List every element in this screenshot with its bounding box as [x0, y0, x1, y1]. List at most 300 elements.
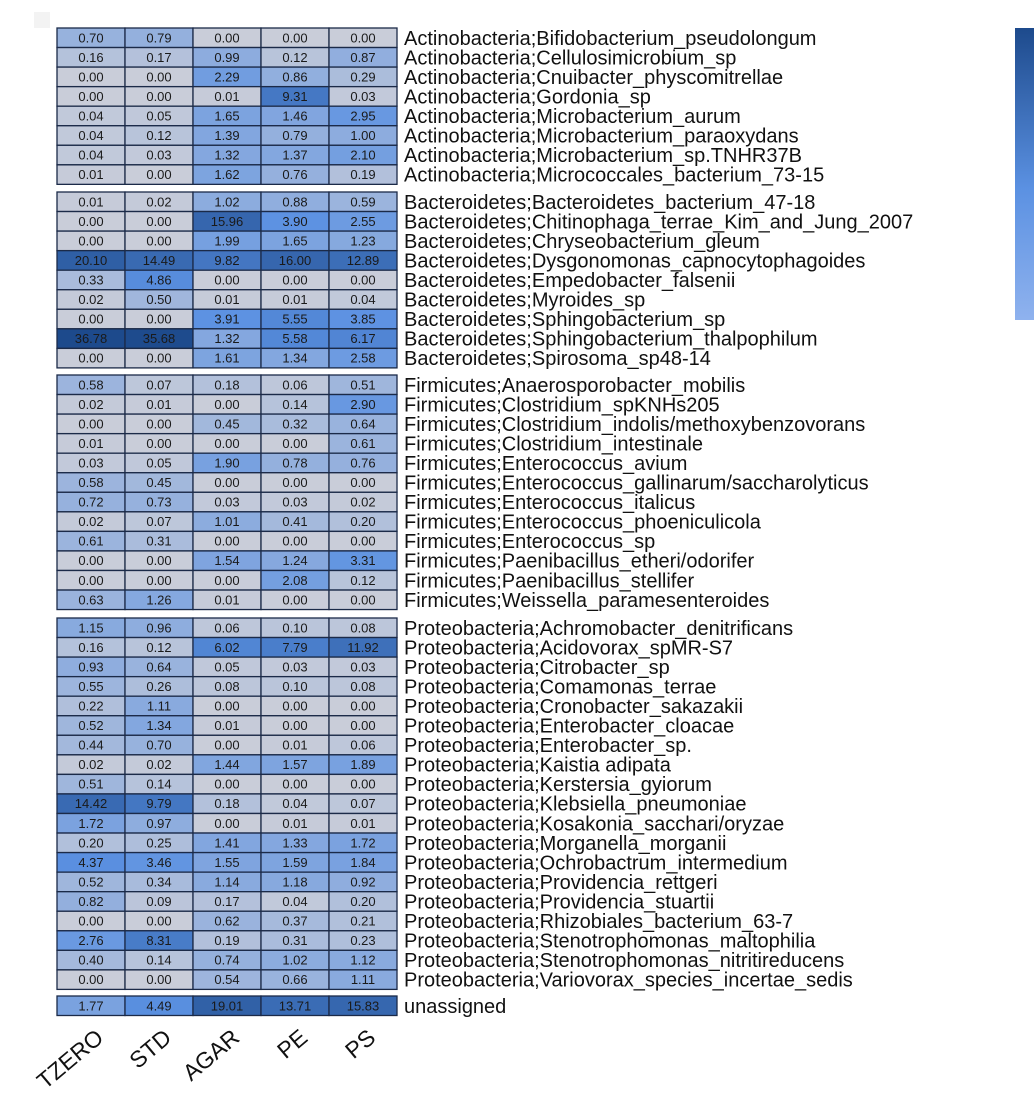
cell-value-label: 3.91 [214, 311, 240, 327]
row-label: Bacteroidetes;Myroides_sp [404, 289, 646, 312]
row-label: Proteobacteria;Cronobacter_sakazakii [404, 695, 744, 718]
cell-value-label: 20.10 [74, 252, 108, 268]
row-label: Firmicutes;Clostridium_indolis/methoxybenzovorans [404, 413, 866, 436]
row-label: Actinobacteria;Bifidobacterium_pseudolongum [404, 27, 817, 50]
row-label: Proteobacteria;Morganella_morganii [404, 832, 727, 855]
cell-value-label: 0.00 [146, 435, 172, 451]
cell-value-label: 0.87 [350, 49, 376, 65]
cell-value-label: 1.32 [214, 331, 240, 347]
cell-value-label: 0.20 [350, 893, 376, 909]
cell-value-label: 0.16 [78, 639, 104, 655]
cell-value-label: 0.93 [78, 659, 104, 675]
cell-value-label: 0.00 [146, 553, 172, 569]
row-label: Actinobacteria;Micrococcales_bacterium_73-15 [404, 164, 825, 187]
cell-value-label: 0.00 [214, 396, 240, 412]
cell-value-label: 0.01 [214, 88, 240, 104]
cell-value-label: 0.06 [214, 620, 240, 636]
cell-value-label: 0.00 [146, 972, 172, 988]
cell-value-label: 0.18 [214, 377, 240, 393]
cell-value-label: 1.65 [282, 233, 308, 249]
cell-value-label: 9.82 [214, 252, 240, 268]
cell-value-label: 0.01 [146, 396, 172, 412]
cell-value-label: 0.06 [282, 377, 308, 393]
cell-value-label: 0.03 [78, 455, 104, 471]
cell-value-label: 1.62 [214, 167, 240, 183]
cell-value-label: 0.63 [78, 592, 104, 608]
cell-value-label: 0.96 [146, 620, 172, 636]
cell-value-label: 0.97 [146, 815, 172, 831]
cell-value-label: 0.00 [282, 776, 308, 792]
cell-value-label: 8.31 [146, 933, 172, 949]
cell-value-label: 0.07 [146, 514, 172, 530]
cell-value-label: 1.44 [214, 757, 240, 773]
row-label: Bacteroidetes;Sphingobacterium_thalpophilum [404, 328, 818, 351]
cell-value-label: 3.46 [146, 854, 172, 870]
cell-value-label: 0.21 [350, 913, 376, 929]
cell-value-label: 4.86 [146, 272, 172, 288]
cell-value-label: 1.90 [214, 455, 240, 471]
cell-value-label: 1.02 [214, 194, 240, 210]
row-label: Proteobacteria;Achromobacter_denitrificans [404, 617, 794, 640]
cell-value-label: 1.46 [282, 108, 308, 124]
cell-value-label: 9.31 [282, 88, 308, 104]
cell-value-label: 0.04 [78, 128, 104, 143]
cell-value-label: 1.18 [282, 874, 308, 890]
cell-value-label: 0.00 [146, 233, 172, 249]
cell-value-label: 0.61 [350, 435, 376, 451]
cell-value-label: 0.00 [78, 233, 104, 249]
row-label: Proteobacteria;Kaistia adipata [404, 754, 671, 777]
cell-value-label: 15.83 [346, 998, 380, 1014]
cell-value-label: 0.51 [78, 776, 104, 792]
cell-value-label: 0.00 [350, 30, 376, 46]
column-label: PE [271, 1023, 313, 1064]
cell-value-label: 1.72 [350, 835, 376, 851]
cell-value-label: 0.54 [214, 972, 240, 988]
row-label: Firmicutes;Weissella_paramesenteroides [404, 589, 770, 612]
cell-value-label: 0.00 [282, 30, 308, 46]
row-label: Proteobacteria;Stenotrophomonas_nitritireducens [404, 950, 845, 973]
cell-value-label: 0.04 [282, 796, 308, 812]
row-label: Actinobacteria;Microbacterium_sp.TNHR37B [404, 145, 802, 168]
cell-value-label: 0.03 [350, 88, 376, 104]
cell-value-label: 0.02 [78, 757, 104, 773]
cell-value-label: 0.00 [146, 311, 172, 327]
cell-value-label: 0.26 [146, 678, 172, 694]
column-label: TZERO [31, 1023, 109, 1093]
cell-value-label: 0.70 [78, 30, 104, 46]
cell-value-label: 15.96 [210, 213, 244, 229]
row-label: Actinobacteria;Microbacterium_aurum [404, 105, 741, 128]
cell-value-label: 1.23 [350, 233, 376, 249]
row-label: Firmicutes;Enterococcus_avium [404, 452, 688, 475]
row-label: Firmicutes;Enterococcus_italicus [404, 492, 696, 515]
row-label: unassigned [404, 995, 507, 1018]
cell-value-label: 0.59 [350, 194, 376, 210]
cell-value-label: 0.00 [214, 815, 240, 831]
cell-value-label: 1.55 [214, 854, 240, 870]
row-label: Proteobacteria;Kerstersia_gyiorum [404, 774, 712, 797]
column-label: AGAR [177, 1023, 245, 1086]
cell-value-label: 0.00 [282, 435, 308, 451]
cell-value-label: 1.77 [78, 998, 104, 1014]
cell-value-label: 0.25 [146, 835, 172, 851]
cell-value-label: 0.03 [146, 147, 172, 163]
cell-value-label: 0.37 [282, 913, 308, 929]
cell-value-label: 0.12 [146, 128, 172, 143]
cell-value-label: 0.01 [282, 737, 308, 753]
cell-value-label: 0.01 [282, 815, 308, 831]
cell-value-label: 13.71 [278, 998, 312, 1014]
cell-value-label: 0.00 [214, 776, 240, 792]
cell-value-label: 0.00 [78, 416, 104, 432]
cell-value-label: 0.00 [214, 533, 240, 549]
cell-value-label: 0.34 [146, 874, 172, 890]
cell-value-label: 0.05 [214, 659, 240, 675]
cell-value-label: 0.19 [214, 933, 240, 949]
cell-value-label: 0.02 [146, 194, 172, 210]
cell-value-label: 0.74 [214, 952, 240, 968]
cell-value-label: 0.07 [350, 796, 376, 812]
cell-value-label: 0.00 [78, 311, 104, 327]
cell-value-label: 0.31 [146, 533, 172, 549]
row-label: Proteobacteria;Variovorax_species_incertae_sedis [404, 969, 853, 992]
cell-value-label: 0.79 [282, 128, 308, 143]
row-label: Bacteroidetes;Chryseobacterium_gleum [404, 230, 760, 253]
cell-value-label: 5.55 [282, 311, 308, 327]
cell-value-label: 0.00 [146, 572, 172, 588]
cell-value-label: 0.70 [146, 737, 172, 753]
cell-value-label: 0.23 [350, 933, 376, 949]
cell-value-label: 0.33 [78, 272, 104, 288]
cell-value-label: 0.58 [78, 475, 104, 490]
cell-value-label: 0.00 [214, 698, 240, 714]
cell-value-label: 0.76 [350, 455, 376, 471]
cell-value-label: 2.95 [350, 108, 376, 124]
cell-value-label: 0.00 [214, 572, 240, 588]
cell-value-label: 0.04 [350, 292, 376, 307]
cell-value-label: 0.10 [282, 678, 308, 694]
row-label: Proteobacteria;Enterobacter_sp. [404, 735, 692, 758]
row-label: Firmicutes;Paenibacillus_stellifer [404, 570, 695, 593]
cell-value-label: 0.00 [78, 553, 104, 569]
cell-value-label: 0.03 [350, 659, 376, 675]
cell-value-label: 2.58 [350, 350, 376, 366]
cell-value-label: 1.39 [214, 128, 240, 143]
cell-value-label: 6.02 [214, 639, 240, 655]
cell-value-label: 6.17 [350, 331, 376, 347]
row-label: Proteobacteria;Rhizobiales_bacterium_63-7 [404, 911, 794, 933]
cell-value-label: 1.37 [282, 147, 308, 163]
row-label: Proteobacteria;Klebsiella_pneumoniae [404, 793, 747, 816]
row-label: Actinobacteria;Microbacterium_paraoxydans [404, 125, 799, 148]
cell-value-label: 0.01 [350, 815, 376, 831]
cell-value-label: 0.00 [78, 972, 104, 988]
row-label: Firmicutes;Clostridium_spKNHs205 [404, 394, 720, 417]
cell-value-label: 0.45 [146, 475, 172, 490]
cell-value-label: 0.01 [78, 167, 104, 183]
row-label: Bacteroidetes;Empedobacter_falsenii [404, 269, 736, 292]
row-label: Proteobacteria;Enterobacter_cloacae [404, 715, 735, 738]
cell-value-label: 7.79 [282, 639, 308, 655]
cell-value-label: 0.01 [214, 292, 240, 307]
cell-value-label: 2.08 [282, 572, 308, 588]
cell-value-label: 2.76 [78, 933, 104, 949]
cell-value-label: 0.00 [78, 69, 104, 85]
cell-value-label: 14.49 [142, 252, 176, 268]
cell-value-label: 0.44 [78, 737, 104, 753]
row-label: Firmicutes;Paenibacillus_etheri/odorifer [404, 550, 755, 573]
cell-value-label: 0.99 [214, 49, 240, 65]
cell-value-label: 2.55 [350, 213, 376, 229]
cell-value-label: 0.04 [282, 893, 308, 909]
cell-value-label: 1.11 [350, 972, 376, 988]
cell-value-label: 0.00 [350, 533, 376, 549]
cell-value-label: 0.02 [146, 757, 172, 773]
cell-value-label: 1.99 [214, 233, 240, 249]
cell-value-label: 0.12 [146, 639, 172, 655]
cell-value-label: 0.52 [78, 718, 104, 733]
cell-value-label: 0.00 [282, 272, 308, 288]
cell-value-label: 4.37 [78, 854, 104, 870]
cell-value-label: 0.02 [78, 396, 104, 412]
cell-value-label: 12.89 [346, 252, 380, 268]
cell-value-label: 1.00 [350, 128, 376, 143]
cell-value-label: 0.32 [282, 416, 308, 432]
row-label: Actinobacteria;Cellulosimicrobium_sp [404, 47, 737, 70]
cell-value-label: 1.41 [214, 835, 240, 851]
cell-value-label: 0.00 [146, 88, 172, 104]
cell-value-label: 1.59 [282, 854, 308, 870]
row-label: Firmicutes;Clostridium_intestinale [404, 433, 703, 456]
cell-value-label: 0.01 [78, 435, 104, 451]
cell-value-label: 0.12 [350, 572, 376, 588]
row-label: Proteobacteria;Ochrobactrum_intermedium [404, 852, 788, 875]
cell-value-label: 0.01 [78, 194, 104, 210]
corner-marker [34, 12, 50, 28]
cell-value-label: 1.89 [350, 757, 376, 773]
cell-value-label: 3.90 [282, 213, 308, 229]
cell-value-label: 0.31 [282, 933, 308, 949]
cell-value-label: 1.32 [214, 147, 240, 163]
cell-value-label: 0.00 [78, 88, 104, 104]
cell-value-label: 0.00 [282, 592, 308, 608]
cell-value-label: 0.92 [350, 874, 376, 890]
row-label: Proteobacteria;Citrobacter_sp [404, 656, 670, 679]
cell-value-label: 0.14 [146, 776, 172, 792]
cell-value-label: 0.12 [282, 49, 308, 65]
cell-value-label: 11.92 [347, 639, 379, 655]
cell-value-label: 0.86 [282, 69, 308, 85]
cell-value-label: 1.24 [282, 553, 308, 569]
cell-value-label: 0.64 [146, 659, 172, 675]
cell-value-label: 0.45 [214, 416, 240, 432]
cell-value-label: 0.50 [146, 292, 172, 307]
cell-value-label: 0.82 [78, 893, 104, 909]
cell-value-label: 0.01 [214, 718, 240, 733]
row-label: Firmicutes;Anaerosporobacter_mobilis [404, 374, 746, 397]
cell-value-label: 0.72 [78, 494, 104, 510]
cell-value-label: 0.00 [146, 167, 172, 183]
cell-value-label: 0.61 [78, 533, 104, 549]
cell-value-label: 0.62 [214, 913, 240, 929]
cell-value-label: 2.29 [214, 69, 240, 85]
cell-value-label: 14.42 [74, 796, 108, 812]
cell-value-label: 0.88 [282, 194, 308, 210]
row-label: Bacteroidetes;Sphingobacterium_sp [404, 309, 726, 332]
cell-value-label: 1.54 [214, 553, 240, 569]
cell-value-label: 1.15 [78, 620, 104, 636]
cell-value-label: 1.01 [214, 514, 240, 530]
cell-value-label: 0.00 [146, 416, 172, 432]
row-label: Bacteroidetes;Spirosoma_sp48-14 [404, 348, 711, 371]
cell-value-label: 1.84 [350, 854, 376, 870]
cell-value-label: 0.00 [214, 475, 240, 490]
cell-value-label: 36.78 [74, 331, 108, 347]
cell-value-label: 3.85 [350, 311, 376, 327]
cell-value-label: 0.19 [350, 167, 376, 183]
cell-value-label: 0.00 [350, 475, 376, 490]
cell-value-label: 1.57 [282, 757, 308, 773]
row-label: Actinobacteria;Gordonia_sp [404, 86, 651, 109]
cell-value-label: 0.00 [146, 213, 172, 229]
cell-value-label: 35.68 [142, 331, 176, 347]
cell-value-label: 1.34 [146, 718, 172, 733]
cell-value-label: 0.16 [78, 49, 104, 65]
cell-value-label: 0.00 [350, 776, 376, 792]
column-label: STD [124, 1023, 177, 1074]
cell-value-label: 0.00 [78, 213, 104, 229]
row-label: Firmicutes;Enterococcus_gallinarum/saccharolyticus [404, 472, 869, 495]
cell-value-label: 0.78 [282, 455, 308, 471]
cell-value-label: 0.00 [282, 475, 308, 490]
cell-value-label: 0.00 [350, 698, 376, 714]
cell-value-label: 0.02 [350, 494, 376, 510]
cell-value-label: 0.00 [146, 350, 172, 366]
cell-value-label: 0.08 [350, 678, 376, 694]
cell-value-label: 0.07 [146, 377, 172, 393]
cell-value-label: 0.00 [78, 350, 104, 366]
cell-value-label: 0.00 [350, 272, 376, 288]
cell-value-label: 1.11 [146, 698, 172, 714]
cell-value-label: 0.51 [350, 377, 376, 393]
cell-value-label: 0.73 [146, 494, 172, 510]
cell-value-label: 1.33 [282, 835, 308, 851]
cell-value-label: 1.65 [214, 108, 240, 124]
cell-value-label: 0.00 [78, 572, 104, 588]
cell-value-label: 0.40 [78, 952, 104, 968]
cell-value-label: 0.79 [146, 30, 172, 46]
cell-value-label: 0.58 [78, 377, 104, 393]
cell-value-label: 0.76 [282, 167, 308, 183]
cell-value-label: 1.26 [146, 592, 172, 608]
cell-value-label: 0.02 [78, 292, 104, 307]
cell-value-label: 0.08 [214, 678, 240, 694]
cell-value-label: 2.90 [350, 396, 376, 412]
cell-value-label: 0.03 [214, 494, 240, 510]
cell-value-label: 0.00 [214, 30, 240, 46]
cell-value-label: 0.05 [146, 108, 172, 124]
cell-value-label: 0.00 [214, 737, 240, 753]
cell-value-label: 16.00 [278, 252, 312, 268]
cell-value-label: 0.00 [282, 718, 308, 733]
cell-value-label: 0.14 [146, 952, 172, 968]
cell-value-label: 0.22 [78, 698, 104, 714]
cell-value-label: 1.61 [214, 350, 240, 366]
cell-value-label: 0.41 [282, 514, 308, 530]
cell-value-label: 0.00 [282, 533, 308, 549]
cell-value-label: 0.00 [214, 272, 240, 288]
row-label: Bacteroidetes;Dysgonomonas_capnocytophagoides [404, 250, 866, 273]
cell-value-label: 0.17 [214, 893, 240, 909]
cell-value-label: 0.55 [78, 678, 104, 694]
cell-value-label: 5.58 [282, 331, 308, 347]
cell-value-label: 0.00 [282, 698, 308, 714]
cell-value-label: 0.52 [78, 874, 104, 890]
cell-value-label: 0.06 [350, 737, 376, 753]
row-label: Firmicutes;Enterococcus_phoeniculicola [404, 511, 761, 534]
cell-value-label: 0.03 [282, 659, 308, 675]
row-label: Proteobacteria;Kosakonia_sacchari/oryzae [404, 813, 785, 836]
cell-value-label: 0.18 [214, 796, 240, 812]
cell-value-label: 1.72 [78, 815, 104, 831]
cell-value-label: 1.14 [214, 874, 240, 890]
cell-value-label: 0.01 [282, 292, 308, 307]
cell-value-label: 0.17 [146, 49, 172, 65]
cell-value-label: 0.20 [78, 835, 104, 851]
cell-value-label: 0.00 [350, 592, 376, 608]
column-label: PS [339, 1023, 381, 1064]
cell-value-label: 0.00 [214, 435, 240, 451]
cell-value-label: 3.31 [350, 553, 376, 569]
cell-value-label: 0.20 [350, 514, 376, 530]
color-scale-bar [1015, 28, 1034, 320]
cell-value-label: 19.01 [210, 998, 244, 1014]
cell-value-label: 0.04 [78, 147, 104, 163]
row-label: Firmicutes;Enterococcus_sp [404, 531, 656, 554]
cell-value-label: 1.02 [282, 952, 308, 968]
cell-value-label: 0.00 [146, 913, 172, 929]
cell-value-label: 0.10 [282, 620, 308, 636]
row-label: Proteobacteria;Comamonas_terrae [404, 676, 717, 699]
cell-value-label: 0.03 [282, 494, 308, 510]
cell-value-label: 0.02 [78, 514, 104, 530]
row-label: Actinobacteria;Cnuibacter_physcomitrellae [404, 66, 784, 89]
cell-value-label: 0.00 [78, 913, 104, 929]
cell-value-label: 9.79 [146, 796, 172, 812]
cell-value-label: 0.66 [282, 972, 308, 988]
cell-value-label: 1.12 [350, 952, 376, 968]
row-label: Proteobacteria;Acidovorax_spMR-S7 [404, 637, 734, 660]
cell-value-label: 4.49 [146, 998, 172, 1014]
row-label: Proteobacteria;Stenotrophomonas_maltophilia [404, 930, 816, 953]
cell-value-label: 0.64 [350, 416, 376, 432]
cell-value-label: 0.04 [78, 108, 104, 124]
row-label: Bacteroidetes;Bacteroidetes_bacterium_47-18 [404, 191, 816, 214]
cell-value-label: 0.05 [146, 455, 172, 471]
cell-value-label: 0.08 [350, 620, 376, 636]
row-label: Proteobacteria;Providencia_rettgeri [404, 871, 718, 894]
cell-value-label: 0.01 [214, 592, 240, 608]
cell-value-label: 0.29 [350, 69, 376, 85]
cell-value-label: 2.10 [350, 147, 376, 163]
cell-value-label: 0.14 [282, 396, 308, 412]
row-label: Bacteroidetes;Chitinophaga_terrae_Kim_and_Jung_2007 [404, 211, 914, 234]
cell-value-label: 1.34 [282, 350, 308, 366]
row-label: Proteobacteria;Providencia_stuartii [404, 891, 715, 914]
cell-value-label: 0.00 [146, 69, 172, 85]
cell-value-label: 0.00 [350, 718, 376, 733]
